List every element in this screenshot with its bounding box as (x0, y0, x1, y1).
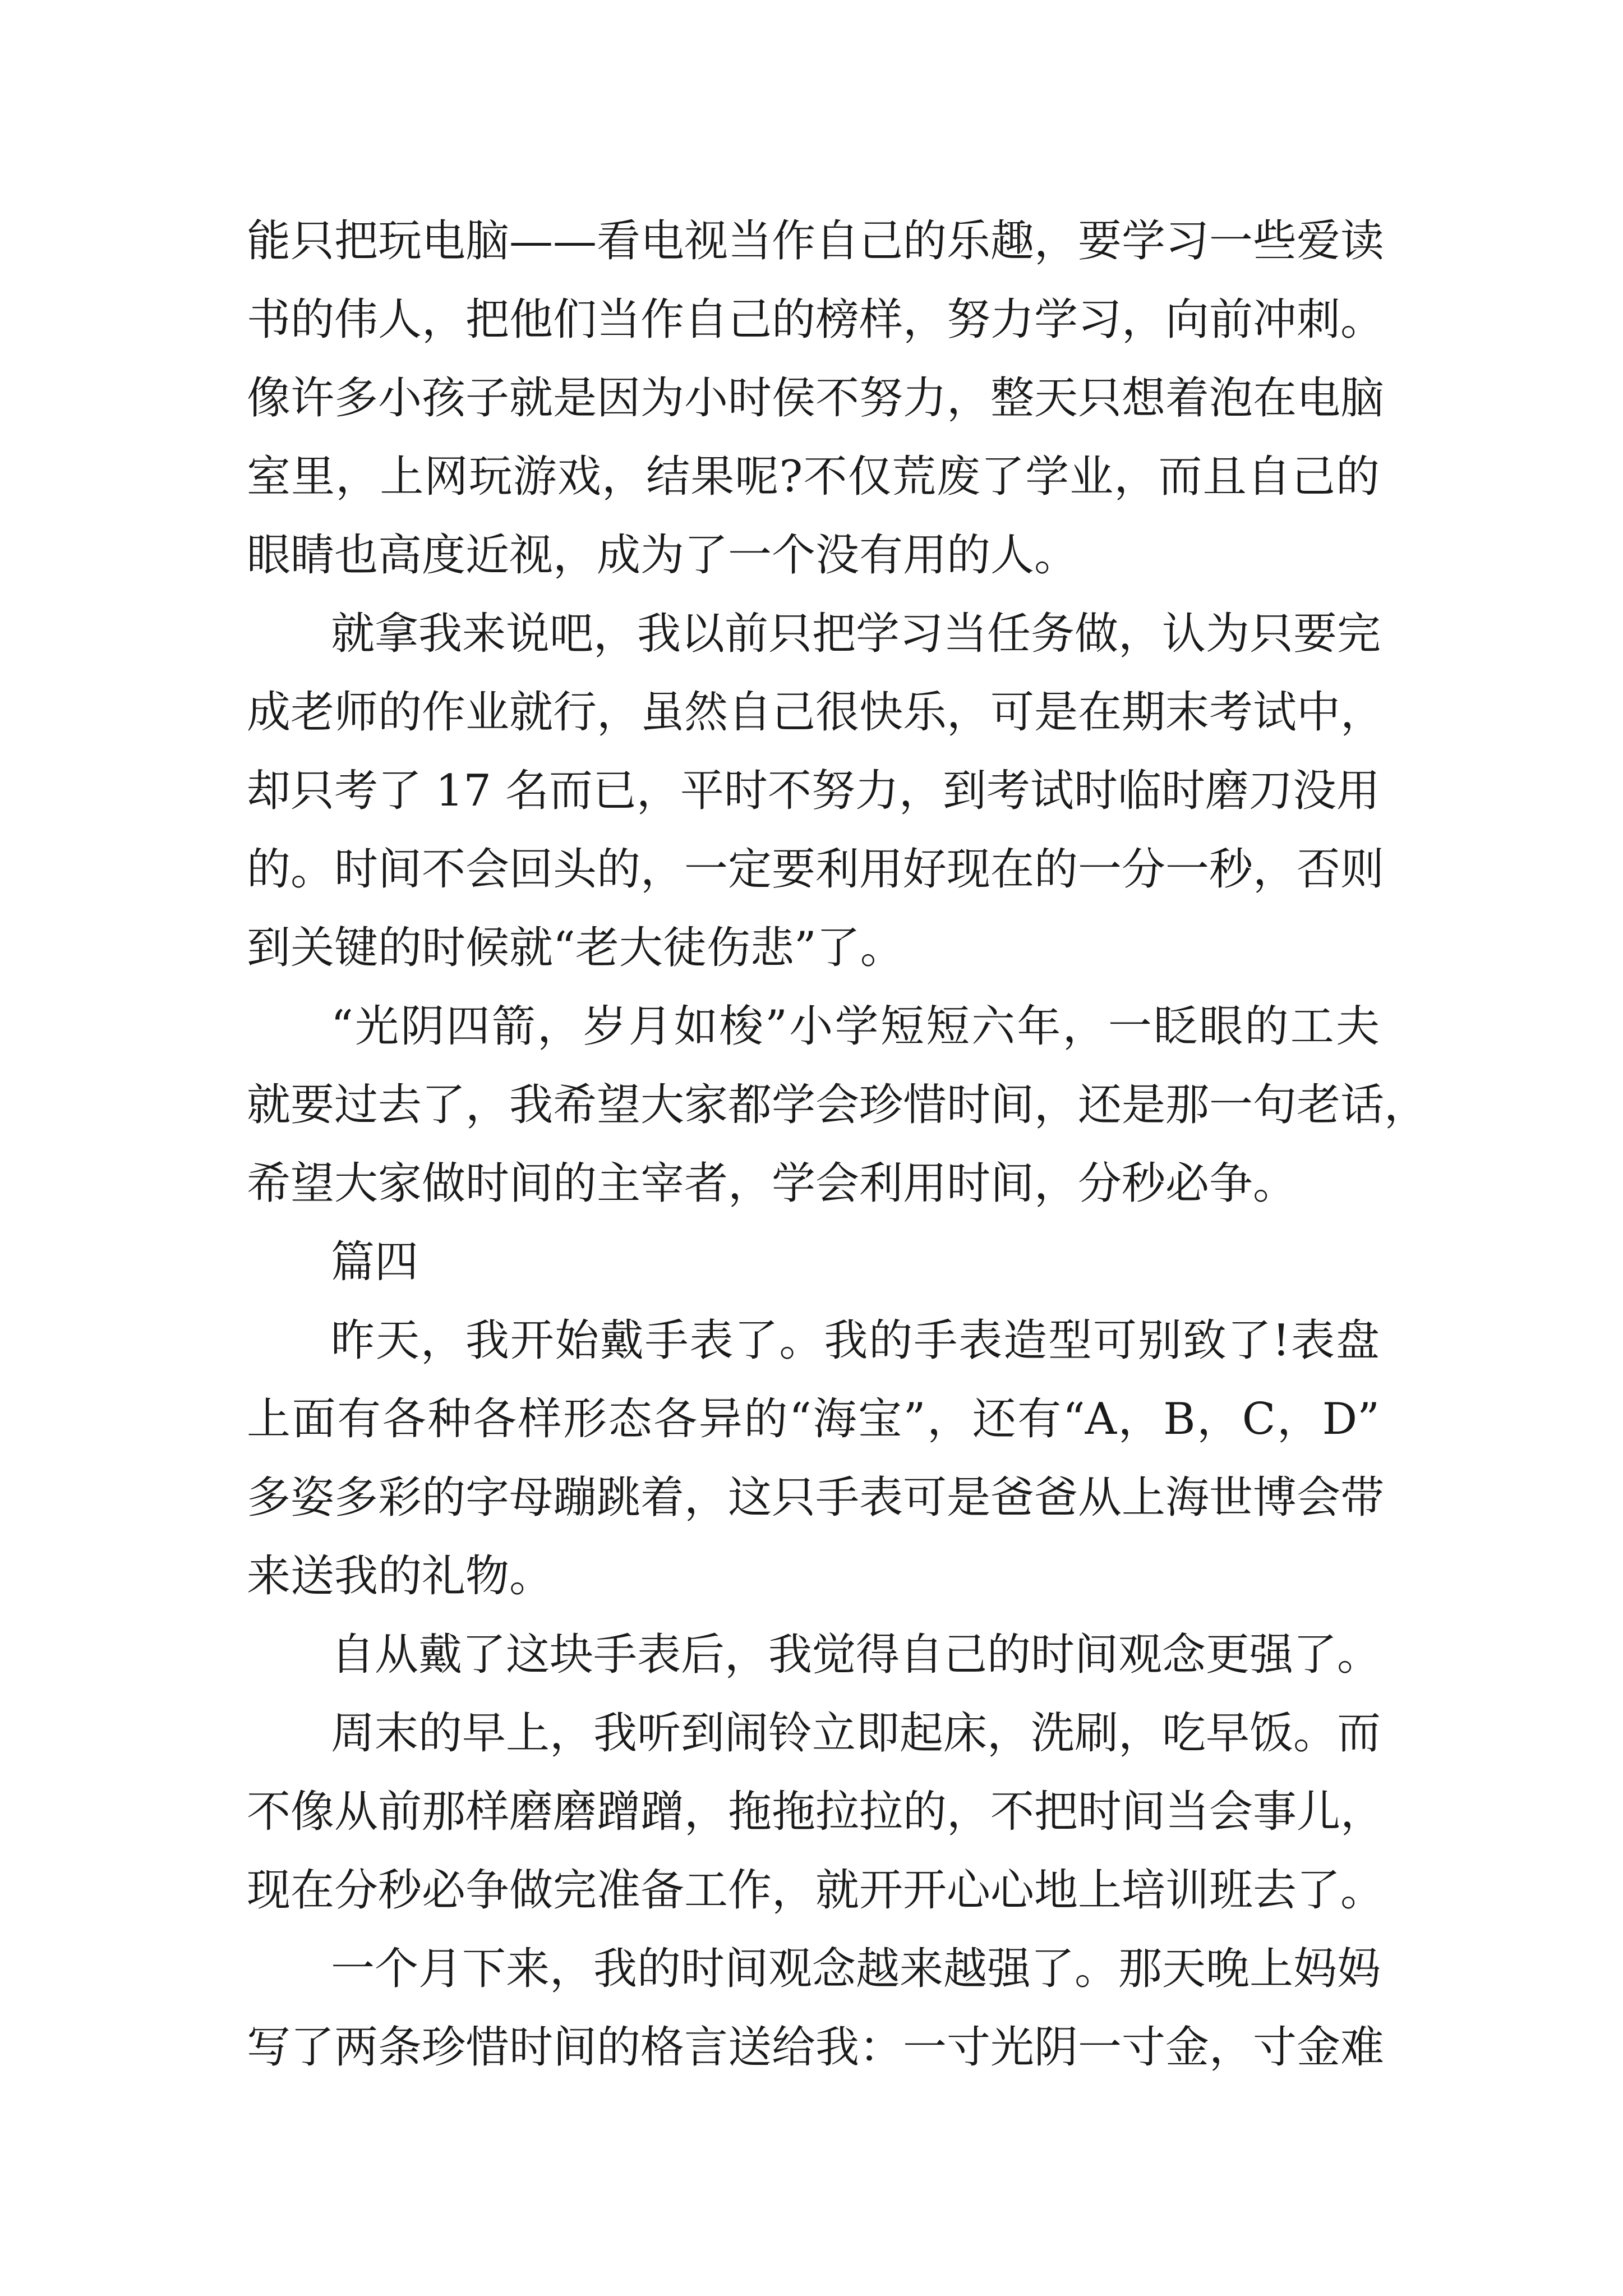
text-line: 昨天，我开始戴手表了。我的手表造型可别致了!表盘 (331, 1315, 1380, 1366)
text-line: 书的伟人，把他们当作自己的榜样，努力学习，向前冲刺。 (247, 295, 1385, 345)
text-line: 周末的早上，我听到闹铃立即起床，洗刷，吃早饭。而 (331, 1708, 1381, 1759)
text-line: 上面有各种各样形态各异的“海宝”，还有“A，B，C，D” (247, 1394, 1380, 1444)
text-line: 成老师的作业就行，虽然自己很快乐，可是在期末考试中， (247, 687, 1385, 738)
text-line: 希望大家做时间的主宰者，学会利用时间，分秒必争。 (247, 1158, 1297, 1209)
text-line: 不像从前那样磨磨蹭蹭，拖拖拉拉的，不把时间当会事儿， (247, 1787, 1385, 1837)
text-line: 像许多小孩子就是因为小时侯不努力，整天只想着泡在电脑 (247, 373, 1385, 424)
text-line: 写了两条珍惜时间的格言送给我：一寸光阴一寸金，寸金难 (247, 2022, 1385, 2073)
text-line: 的。时间不会回头的，一定要利用好现在的一分一秒，否则 (247, 844, 1385, 895)
text-line: 到关键的时候就“老大徒伤悲”了。 (247, 923, 904, 973)
text-line: 就拿我来说吧，我以前只把学习当任务做，认为只要完 (331, 609, 1381, 659)
text-line: “光阴四箭，岁月如梭”小学短短六年，一眨眼的工夫 (331, 1001, 1380, 1052)
text-line: 就要过去了，我希望大家都学会珍惜时间，还是那一句老话， (247, 1080, 1428, 1130)
text-line: 一个月下来，我的时间观念越来越强了。那天晚上妈妈 (331, 1944, 1381, 1994)
text-line: 室里，上网玩游戏，结果呢?不仅荒废了学业，而且自己的 (247, 452, 1380, 502)
text-line: 多姿多彩的字母蹦跳着，这只手表可是爸爸从上海世博会带 (247, 1473, 1385, 1523)
text-line: 却只考了 17 名而已，平时不努力，到考试时临时磨刀没用 (247, 766, 1380, 816)
section-heading: 篇四 (331, 1237, 419, 1287)
text-line: 眼睛也高度近视，成为了一个没有用的人。 (247, 530, 1078, 581)
text-line: 现在分秒必争做完准备工作，就开开心心地上培训班去了。 (247, 1865, 1385, 1916)
text-line: 自从戴了这块手表后，我觉得自己的时间观念更强了。 (331, 1630, 1381, 1680)
text-line: 来送我的礼物。 (247, 1551, 554, 1602)
text-line: 能只把玩电脑——看电视当作自己的乐趣，要学习一些爱读 (247, 216, 1385, 266)
